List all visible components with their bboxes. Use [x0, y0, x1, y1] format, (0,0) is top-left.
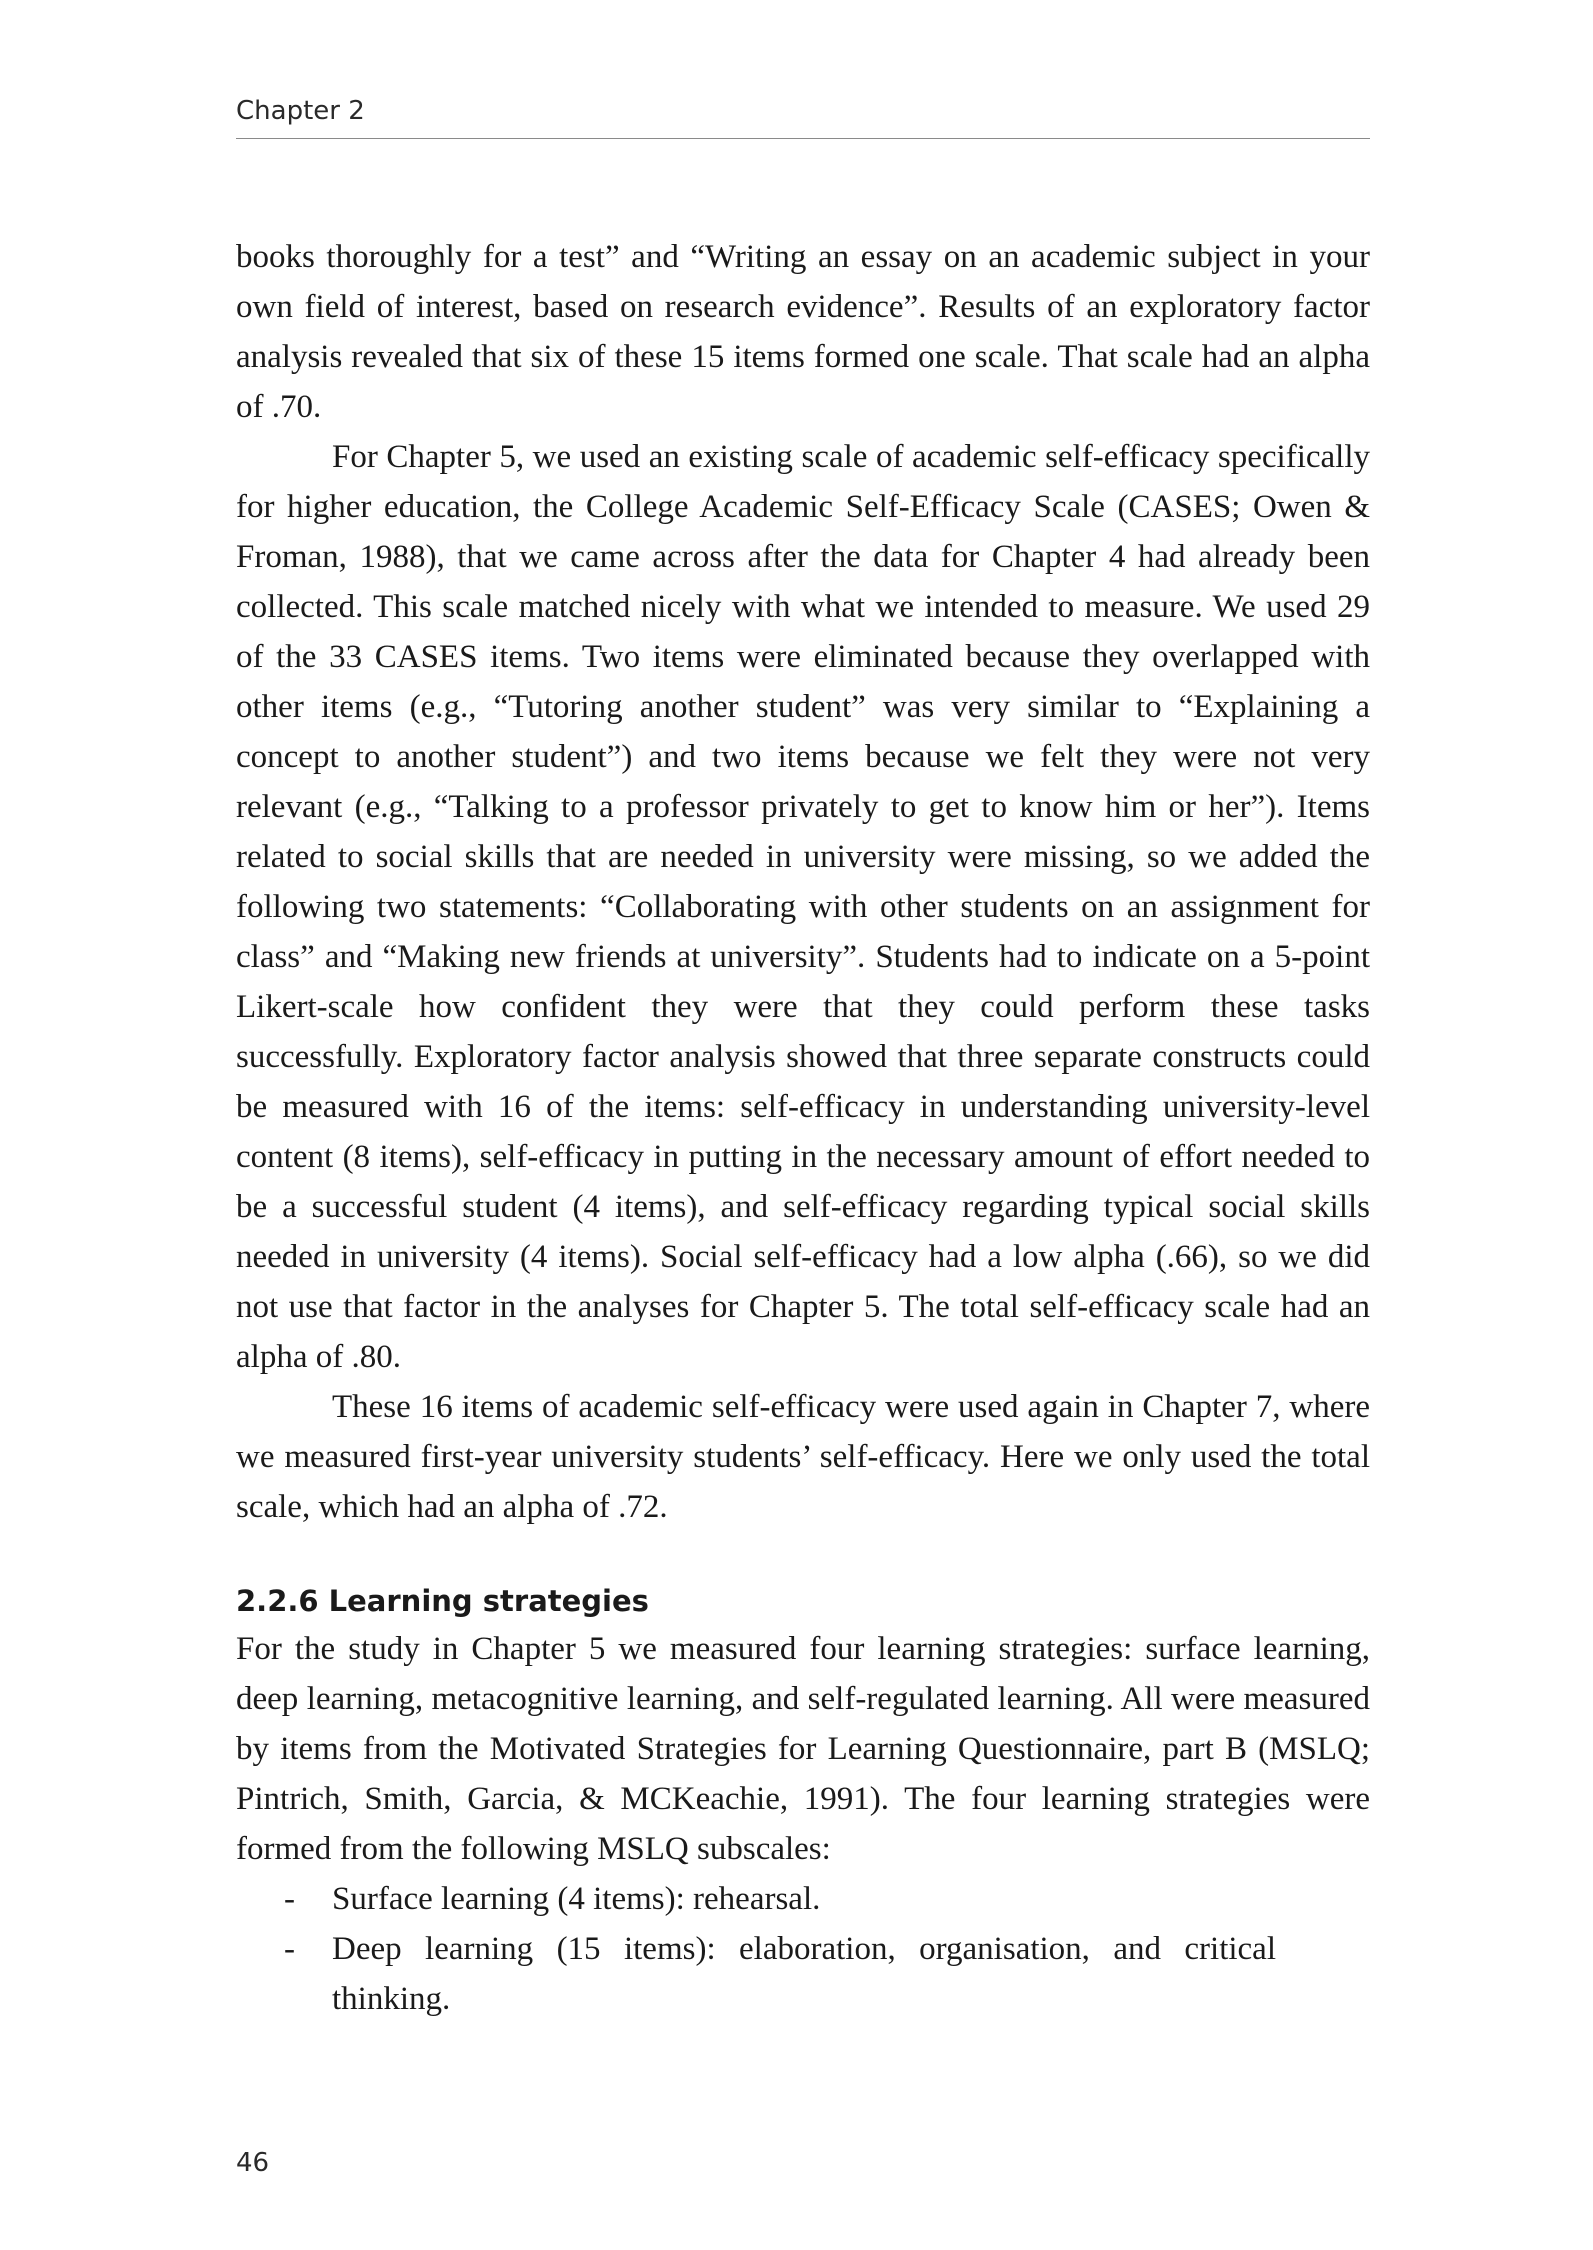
subscale-list — [236, 1874, 1370, 2024]
bullet-dash: - — [284, 1931, 295, 1967]
list-item — [236, 1874, 1370, 1924]
paragraph-learning-strategies: For the study in Chapter 5 we measured four learning strategies: surface learning, deep learning, metacognitive learning, and self-regulated learning. All were measured by items from the Motivated Strategies for Learning Questionnaire, part B (MSLQ; Pintrich, Smith, Garcia, & MCKeachie, 1991). The four learning strategies were formed from the following MSLQ subscales: — [236, 1631, 1370, 1867]
paragraph-chapter-7: These 16 items of academic self-efficacy were used again in Chapter 7, where we measured first-year university students’ self-efficacy. Here we only used the total scale, which had an alpha of .72. — [236, 1389, 1370, 1525]
body-text — [236, 232, 1370, 2024]
list-item — [236, 1924, 1370, 2024]
bullet-dash: - — [284, 1881, 295, 1917]
header-rule — [236, 138, 1370, 139]
paragraph-cases-scale: For Chapter 5, we used an existing scale of academic self-efficacy specifically for higher education, the College Academic Self-Efficacy Scale (CASES; Owen & Froman, 1988), that we came across after the data for Chapter 4 had already been collected. This scale matched nicely with what we intended to measure. We used 29 of the 33 CASES items. Two items were eliminated because they overlapped with other items (e.g., “Tutoring another student” was very similar to “Explaining a concept to another student”) and two items because we felt they were not very relevant (e.g., “Talking to a professor privately to get to know him or her”). Items related to social skills that are needed in university were missing, so we added the following two statements: “Collaborating with other students on an assignment for class” and “Making new friends at university”. Students had to indicate on a 5-point Likert-scale how confident they were that they could perform these tasks successfully. Exploratory factor analysis showed that three separate constructs could be measured with 16 of the items: self-efficacy in understanding university-level content (8 items), self-efficacy in putting in the necessary amount of effort needed to be a successful student (4 items), and self-efficacy regarding typical social skills needed in university (4 items). Social self-efficacy had a low alpha (.66), so we did not use that factor in the analyses for Chapter 5. The total self-efficacy scale had an alpha of .80. — [236, 439, 1370, 1375]
paragraph-continuation: books thoroughly for a test” and “Writing an essay on an academic subject in your own field of interest, based on research evidence”. Results of an exploratory factor analysis revealed that six of these 15 items formed one scale. That scale had an alpha of .70. — [236, 239, 1370, 425]
list-item-text: Deep learning (15 items): elaboration, organisation, and critical thinking. — [332, 1931, 1276, 2017]
section-heading: 2.2.6 Learning strategies — [236, 1584, 649, 1618]
running-header: Chapter 2 — [236, 96, 365, 126]
page-number: 46 — [236, 2148, 270, 2178]
list-item-text: Surface learning (4 items): rehearsal. — [332, 1881, 821, 1917]
